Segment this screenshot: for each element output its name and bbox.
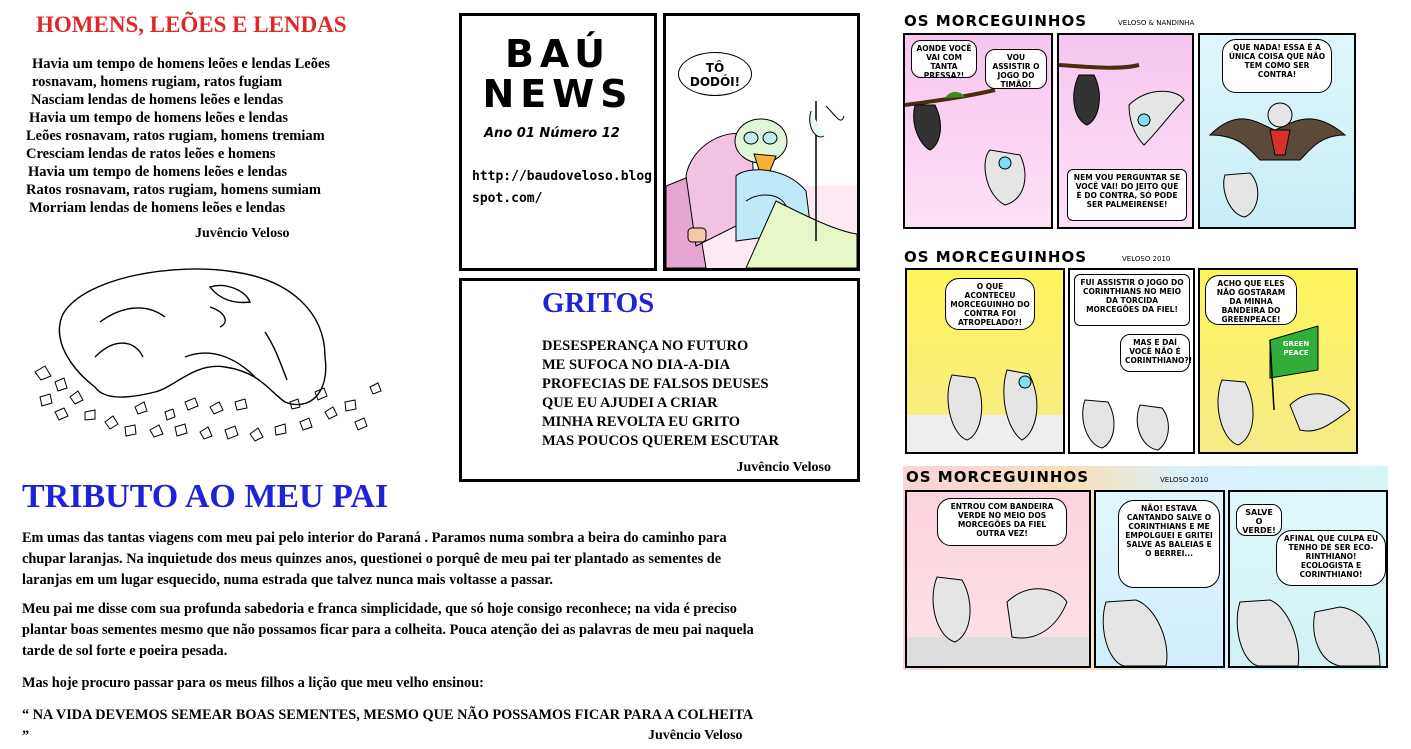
strip2-bubble1: O QUE ACONTECEU MORCEGUINHO DO CONTRA FOI ATROPELADO?!	[945, 278, 1035, 330]
strip3-panel1	[905, 490, 1091, 668]
strip2-bubble2: FUI ASSISTIR O JOGO DO CORINTHIANS NO MEIO DA TORCIDA MORCEGÕES DA FIEL!	[1074, 274, 1190, 326]
strip2-panel3	[1198, 268, 1358, 454]
strip3-credit: VELOSO 2010	[1160, 476, 1209, 484]
poem-line: Leões rosnavam, ratos rugiam, homens tremiam	[26, 128, 325, 144]
strip1-bubble4: QUE NADA! ESSA É A ÚNICA COISA QUE NÃO TEM COMO SER CONTRA!	[1222, 39, 1332, 93]
strip2-bubble3: MAS E DAÍ VOCÊ NÃO É CORINTHIANO?!	[1120, 334, 1190, 372]
strip2-panel2	[1068, 268, 1195, 454]
strip1-credit: VELOSO & NANDINHA	[1118, 19, 1195, 27]
tribute-paragraph: Mas hoje procuro passar para os meus filhos a lição que meu velho ensinou:	[22, 675, 484, 691]
strip1-bubble3: NEM VOU PERGUNTAR SE VOCÊ VAI! DO JEITO QUE É DO CONTRA, SÓ PODE SER PALMEIRENSE!	[1067, 169, 1187, 221]
poem-line: Ratos rosnavam, ratos rugiam, homens sumiam	[26, 182, 321, 198]
tribute-quote: “ NA VIDA DEVEMOS SEMEAR BOAS SEMENTES, MESMO QUE NÃO POSSAMOS FICAR PARA A COLHEITA ”	[22, 707, 753, 744]
poem-line: Morriam lendas de homens leões e lendas	[29, 200, 286, 216]
dodoi-cartoon	[663, 13, 860, 271]
tribute-author: Juvêncio Veloso	[648, 728, 743, 743]
gritos-line: DESESPERANÇA NO FUTURO	[542, 338, 749, 354]
strip3-panel3	[1228, 490, 1388, 668]
tribute-title: TRIBUTO AO MEU PAI	[22, 478, 389, 515]
poem-body	[26, 55, 330, 217]
strip1-bubble2: VOU ASSISTIR O JOGO DO TIMÃO!	[985, 49, 1047, 89]
strip1-bubble1: AONDE VOCÊ VAI COM TANTA PRESSA?!	[911, 40, 977, 78]
masthead-title-line2: NEWS	[482, 72, 634, 116]
poem-line: Nasciam lendas de homens leões e lendas	[31, 92, 284, 108]
poem-title: HOMENS, LEÕES E LENDAS	[36, 12, 347, 37]
greenpeace-flag: GREEN PEACE	[1282, 340, 1310, 357]
poem-line: rosnavam, homens rugiam, ratos fugiam	[32, 74, 283, 90]
strip1-panel1	[903, 33, 1053, 229]
strip1-panel2	[1057, 33, 1194, 229]
tribute-paragraph: Meu pai me disse com sua profunda sabedoria e franca simplicidade, que só hoje consigo reconhece; na vida é preciso plantar boas sementes mesmo que não possamos ficar para a colheita. Pouca atenção dei as palavras de meu pai naquela tarde de sol forte e poeira pesada.	[22, 601, 754, 659]
gritos-line: MAS POUCOS QUEREM ESCUTAR	[542, 433, 779, 449]
strip3-panel2	[1094, 490, 1225, 668]
poem-line: Cresciam lendas de ratos leões e homens	[26, 146, 276, 162]
strip2-panel1	[905, 268, 1065, 454]
masthead-title-line1: BAÚ	[504, 32, 612, 76]
issue-label: Ano 01 Número 12	[484, 126, 620, 141]
strip3-bubble4: AFINAL QUE CULPA EU TENHO DE SER ECO-RINTHIANO! ECOLOGISTA E CORINTHIANO!	[1276, 530, 1386, 586]
gritos-line: ME SUFOCA NO DIA-A-DIA	[542, 357, 731, 373]
speech-bubble: TÔ DODÓI!	[678, 52, 752, 96]
poem-line: Havia um tempo de homens leões e lendas Leões	[32, 56, 331, 72]
gritos-line: PROFECIAS DE FALSOS DEUSES	[542, 376, 769, 392]
blog-url[interactable]: http://baudoveloso.blogspot.com/	[472, 169, 653, 206]
strip2-bubble4: ACHO QUE ELES NÃO GOSTARAM DA MINHA BANDEIRA DO GREENPEACE!	[1205, 275, 1297, 325]
gritos-line: QUE EU AJUDEI A CRIAR	[542, 395, 718, 411]
strip3-bubble3: SALVE O VERDE!	[1236, 504, 1282, 536]
poem-line: Havia um tempo de homens leões e lendas	[29, 110, 288, 126]
strip1-panel3	[1198, 33, 1356, 229]
poem-line: Havia um tempo de homens leões e lendas	[28, 164, 287, 180]
strip1-title: OS MORCEGUINHOS	[904, 12, 1087, 30]
gritos-poem-box	[459, 278, 860, 482]
strip3-bubble2: NÃO! ESTAVA CANTANDO SALVE O CORINTHIANS E ME EMPOLGUEI E GRITEI SALVE AS BALEIAS E O BERREI...	[1118, 500, 1220, 588]
tribute-paragraph: Em umas das tantas viagens com meu pai pelo interior do Paraná . Paramos numa sombra a beira do caminho para chupar laranjas. Na inquietude dos meus quinzes anos, questionei o porquê de meu pai ter plantado as sementes de laranjas em um lugar esquecido, numa estrada que talvez nunca mais voltasse a passar.	[22, 530, 727, 588]
strip3-title: OS MORCEGUINHOS	[906, 468, 1089, 486]
poem-author: Juvêncio Veloso	[195, 226, 290, 241]
gritos-title: GRITOS	[542, 287, 655, 319]
strip3-bubble1: ENTROU COM BANDEIRA VERDE NO MEIO DOS MORCEGÕES DA FIEL OUTRA VEZ!	[937, 498, 1067, 546]
bau-news-masthead	[459, 13, 657, 271]
sketch-illustration	[25, 262, 385, 452]
gritos-author: Juvêncio Veloso	[736, 460, 831, 475]
strip2-credit: VELOSO 2010	[1122, 255, 1171, 263]
gritos-line: MINHA REVOLTA EU GRITO	[542, 414, 741, 430]
gritos-body	[542, 337, 779, 451]
strip2-title: OS MORCEGUINHOS	[904, 248, 1087, 266]
